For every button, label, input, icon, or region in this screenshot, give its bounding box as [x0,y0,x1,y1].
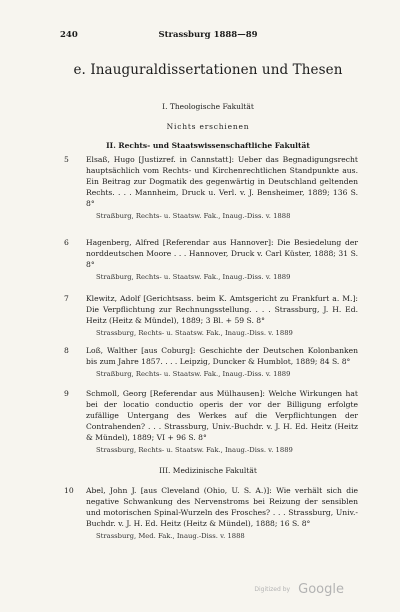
entry-note: Straßburg, Rechts- u. Staatsw. Fak., Inaug.-Diss. v. 1889 [96,369,291,378]
page-number: 240 [60,30,78,40]
entry-number: 9 [64,389,69,398]
faculty-heading-theology: I. Theologische Fakultät [162,102,254,111]
google-logo: Google [298,582,344,597]
entry-note: Straßburg, Rechts- u. Staatsw. Fak., Inaug.-Diss. v. 1889 [96,272,291,281]
entry-number: 5 [64,155,69,164]
list-item [64,155,358,221]
entry-number: 8 [64,346,69,355]
entry-text: Elsaß, Hugo [Justizref. in Cannstatt]: Ueber das Begnadigungsrecht hauptsächlich vom Rechts- und Kirchenrechtlichen Standpunkte aus. Ein Beitrag zur Dogmatik des gegenwärtig in Deutschland geltenden Rechts. . . . Mannheim, Druck u. Verl. v. J. Bensheimer, 1889; 136 S. 8° [86,155,358,208]
faculty-heading-medicine: III. Medizinische Fakultät [159,466,257,475]
entry-note: Strassburg, Rechts- u. Staatsw. Fak., Inaug.-Diss. v. 1889 [96,445,293,454]
entry-note: Strassburg, Rechts- u. Staatsw. Fak., Inaug.-Diss. v. 1889 [96,328,293,337]
list-item [64,238,358,283]
list-item [64,389,358,455]
entry-text: Klewitz, Adolf [Gerichtsass. beim K. Amtsgericht zu Frankfurt a. M.]: Die Verpflichtung zur Rechnungsstellung. . . . Strassburg, J. H. Ed. Heitz (Heitz & Mündel), 1889; 3 Bl. + 59 S. 8° [86,294,358,325]
entry-number: 10 [64,486,74,495]
list-item [64,346,358,380]
faculty-heading-law: II. Rechts- und Staatswissenschaftliche Fakultät [106,141,310,150]
list-item [64,486,358,542]
entry-number: 7 [64,294,69,303]
entry-text: Schmoll, Georg [Referendar aus Mülhausen]: Welche Wirkungen hat bei der locatio conductio operis der vor der Billigung erfolgte zufällige Untergang des Werkes auf die Verpflichtungen der Contrahenden? . . . Strassburg, Univ.-Buchdr. v. J. H. Ed. Heitz (Heitz & Mündel), 1889; VI + 96 S. 8° [86,389,358,442]
entry-text: Hagenberg, Alfred [Referendar aus Hannover]: Die Besiedelung der norddeutschen Moore . . . Hannover, Druck v. Carl Küster, 1888; 31 S. 8° [86,238,358,269]
google-watermark [254,579,344,598]
entry-note: Straßburg, Rechts- u. Staatsw. Fak., Inaug.-Diss. v. 1888 [96,211,291,220]
entry-note: Strassburg, Med. Fak., Inaug.-Diss. v. 1888 [96,531,245,540]
entry-text: Loß, Walther [aus Coburg]: Geschichte der Deutschen Kolonbanken bis zum Jahre 1857. . . . Leipzig, Duncker & Humblot, 1889; 84 S. 8° [86,346,358,366]
page-header [60,30,356,42]
theology-nothing-published: Nichts erschienen [166,122,250,131]
list-item [64,294,358,339]
entry-number: 6 [64,238,69,247]
entry-text: Abel, John J. [aus Cleveland (Ohio, U. S. A.)]: Wie verhält sich die negative Schwankung des Nervenstroms bei Reizung der sensiblen und motorischen Spinal-Wurzeln des Frosches? . . . Strassburg, Univ.-Buchdr. v. J. H. Ed. Heitz (Heitz & Mündel), 1888; 16 S. 8° [86,486,358,528]
running-head: Strassburg 1888—89 [158,30,258,40]
section-title: e. Inauguraldissertationen und Thesen [73,62,343,78]
digitized-by-label: Digitized by [254,586,291,593]
